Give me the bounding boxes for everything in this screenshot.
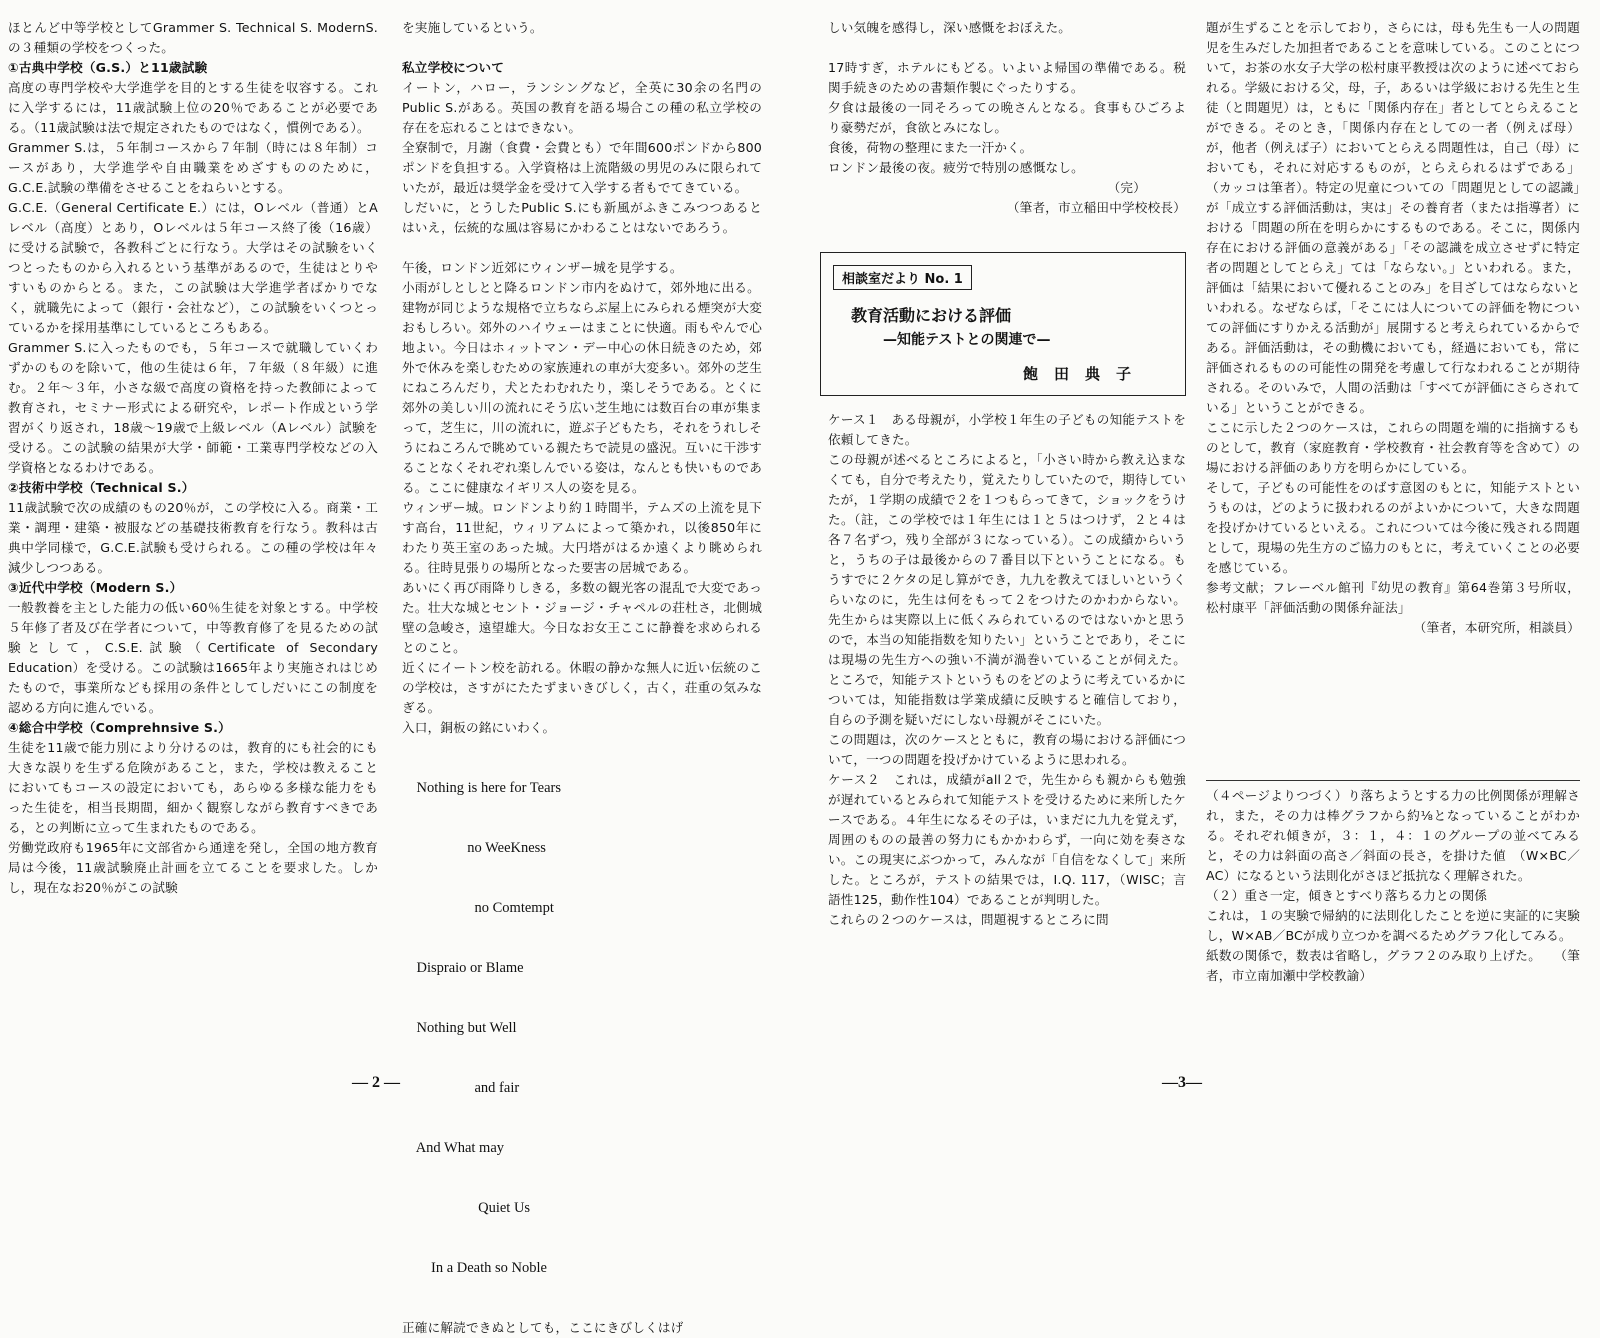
consultation-box [820,252,1186,396]
poem-line: Nothing is here for Tears [402,780,561,796]
col1-para: 高度の専門学校や大学進学を目的とする生徒を収容する。これに入学するには，11歳試験上位の20％であることが必要である。（11歳試験は法で規定されたものではなく，慣例である）。 [8,80,378,135]
col3-para: この問題は，次のケースとともに，教育の場における評価について，一つの問題を投げかけているように思われる。 [828,732,1186,767]
col1-para: Grammer S.は，５年制コースから７年制（時には８年制）コースがあり，大学進学や自由職業をめざすもののために，G.C.E.試験の準備をさせることをねらいとする。 [8,140,378,195]
col1-para: G.C.E.（General Certificate E.）には，Oレベル（普通）とAレベル（高度）とあり，Oレベルは５年コース終了後（16歳）に受ける試験で，各教科ごとに行なう。大学はその試験をいくつとったものから入れるという基準があるので，生徒はとりやすいものからとる。また，この試験は大学進学者ばかりでなく，就職先によって（銀行・会社など），この試験をいくつとっているかを採用基準にしているところもある。 [8,200,378,335]
poem-line: no Comtempt [402,900,554,916]
column-3-bottom [828,410,1186,930]
col1-heading: ②技術中学校（Technical S.） [8,480,195,495]
poem-line: Dispraio or Blame [402,960,524,976]
col1-para: 労働党政府も1965年に文部省から通達を発し，全国の地方教育局は今後，11歳試験廃止計画を立てることを要求した。しかし，現在なお20％がこの試験 [8,840,378,895]
column-tag: 相談室だより No. 1 [833,265,972,290]
col1-heading: ③近代中学校（Modern S.） [8,580,183,595]
col4-para: 参考文献；フレーベル館刊『幼児の教育』第64巻第３号所収，松村康平「評価活動の関係弁証法」 [1206,580,1580,615]
poem-line: no WeeKness [402,840,546,856]
col2-para: 入口，銅板の銘にいわく。 [402,720,556,735]
end-mark: （完） [1107,180,1146,195]
inscription-poem [402,738,762,1318]
blank-line [402,238,762,258]
poem-line: Nothing but Well [402,1020,517,1036]
column-4-bottom [1206,786,1580,986]
col3-para: 夕食は最後の一同そろっての晩さんとなる。食事もひごろより豪勢だが，食欲とみになし。 [828,100,1186,135]
poem-line: Quiet Us [402,1200,531,1216]
col2-para: イートン，ハロー，ランシングなど，全英に30余の名門のPublic S.がある。英国の教育を語る場合この種の私立学校の存在を忘れることはできない。 [402,80,762,135]
col4-para: 紙数の関係で，数表は省略し，グラフ２のみ取り上げた。 （筆者，市立南加瀬中学校教諭） [1206,948,1580,983]
col2-heading: 私立学校について [402,60,505,75]
article-title: 教育活動における評価 [851,306,1012,325]
col3-para: これらの２つのケースは，問題視するところに問 [828,912,1109,927]
column-4 [1206,18,1580,638]
poem-line: And What may [402,1140,505,1156]
col3-para: 食後，荷物の整理にまた一汗かく。 [828,140,1033,155]
page-number: —3— [1162,1074,1202,1091]
article-author: 飽田典子 [1022,365,1147,383]
col3-para: 17時すぎ，ホテルにもどる。いよいよ帰国の準備である。税関手続きのための書類作製にぐったりする。 [828,60,1186,95]
col2-para: 建物が同じような規格で立ちならぶ屋上にみられる煙突が大変おもしろい。郊外のハイウェーはまことに快適。雨もやんで心地よい。今日はホィットマン・デー中心の休日続きのため，郊外で休みを楽しむための家族連れの車が大変多い。郊外の芝生にねころんだり，犬とたわむれたり，楽しそうである。とくに郊外の美しい川の流れにそう広い芝生地には数百台の車が集まって，芝生に，川の流れに，遊ぶ子どもたち，それをうれしそうにねころんで眺めている親たちで読見の盛況。互いに干渉することなくそれぞれ楽しんでいる姿は，なんとも快いものである。ここに健康なイギリス人の姿を見る。 [402,300,762,495]
poem-line: In a Death so Noble [402,1260,547,1276]
blank-line [402,38,762,58]
col3-para: ケース１ ある母親が，小学校１年生の子どもの知能テストを依頼してきた。 [828,412,1186,447]
page-number: — 2 — [352,1074,400,1091]
col2-para: ウィンザー城。ロンドンより約１時間半，テムズの上流を見下す高台，11世紀，ウィリアムによって築かれ，以後850年にわたり英王室のあった城。大円塔がはるか遠くより眺められる。往時見張りの場所となった要害の居城である。 [402,500,762,575]
col1-para: 11歳試験で次の成績のもの20％が，この学校に入る。商業・工業・調理・建築・被服などの基礎技術教育を行なう。教科は古典中学同様で，G.C.E.試験も受けられる。この種の学校は年々減少しつつある。 [8,500,378,575]
poem-line: and fair [402,1080,520,1096]
col2-para: 小雨がしとしとと降るロンドン市内をぬけて，郊外地に出る。 [402,280,760,295]
col3-para: この母親が述べるところによると，「小さい時から教え込まなくても，自分で考えたり，覚えたりしていたので，期待していたが，１学期の成績で２を１つもらってきて，ショックをうけた。（註，この学校では１年生には１と５はつけず，２と４は各７名ずつ，残り全部が３になっている）。この成績からいうと，うちの子は最後からの７番目以下ということになる。もうすでに２ケタの足し算ができ，九九を教えてほしいというくらいなのに，先生は何をもって２をつけたのかわからない。先生からは実際以上に低くみられているのではないかと思うので，本当の知能指数を知りたい」ということであり，そこには現場の先生方への強い不満が渦巻いていることが伺えた。ところで，知能テストというものをどのように考えているかについては，知能指数は学業成績に反映すると確信しており，自らの予測を疑いだにしない母親がそこにいた。 [828,452,1186,727]
column-1 [8,18,378,898]
col2-para: 午後，ロンドン近郊にウィンザー城を見学する。 [402,260,683,275]
author-signature: （筆者，本研究所，相談員） [1413,620,1580,635]
page-2 [0,0,780,1335]
col1-para: 一般教養を主とした能力の低い60％生徒を対象とする。中学校５年修了者及び在学者について，中等教育修了を見るための試験として，C.S.E.試験（Certificate of Secondary Education）を受ける。この試験は1665年より実施されはじめたもので，事業所なども採用の条件としてしだいにこの制度を認める方向に進んでいる。 [8,600,378,715]
section-divider [1206,780,1580,781]
col1-para: ほとんど中等学校としてGrammer S. Technical S. ModernS.の３種類の学校をつくった。 [8,20,378,55]
col4-para: ここに示した２つのケースは，これらの問題を端的に指摘するものとして，教育（家庭教育・学校教育・社会教育等を含めて）の場における評価のあり方を明らかにしている。 [1206,420,1580,475]
col2-para: 近くにイートン校を訪れる。休暇の静かな無人に近い伝統のこの学校は，さすがにたたずまいきびしく，古く，荘重の気みなぎる。 [402,660,762,715]
col3-para: しい気魄を感得し，深い感慨をおぼえた。 [828,20,1072,35]
col1-para: Grammer S.に入ったものでも，５年コースで就職していくわずかのものを除いて，他の生徒は６年，７年級（８年級）に進む。２年〜３年，小さな級で高度の資格を持った教師によって教育され，セミナー形式による研究や，レポート作成という学習がくり返され，18歳〜19歳で上級レベル（Aレベル）試験を受ける。この試験の結果が大学・師範・工業専門学校などの入学資格となるわけである。 [8,340,378,475]
col4-para: 題が生ずることを示しており，さらには，母も先生も一人の問題児を生みだした加担者であることを意味している。このことについて，お茶の水女子大学の松村康平教授は次のように述べておられる。学級における父，母，子，あるいは学級における先生と生徒（と問題児）は，ともに「関係内存在」者としてとらえることができる。そのとき，「関係内存在としての一者（例えば母）が，他者（例えば子）においてとらえる問題性は，自己（母）においても，それに対応するものが，とらえられるはずである」（カッコは筆者）。特定の児童についての「問題児としての認識」が「成立する評価活動は，実は」その養育者（または指導者）における「問題の所在を明らかにするものである。そこに，関係内存在における評価の意義がある」「その認識を成立させずに特定者の問題としてとらえ」ては「ならない。」といわれる。また，評価は「結果において優れることのみ」を目ざしてはならないといわれる。なぜならば，「そこには人についての評価を物についての評価にすりかえる活動が」展開すると考えられているからである。評価活動は，その動機においても，経過においても，常に評価されるものの可能性の開発を考慮して行なわれることが期待される。そのいみで，人間の活動は「すべてが評価にさらされている」ということができる。 [1206,20,1580,415]
col4-para: これは，１の実験で帰納的に法則化したことを逆に実証的に実験し，W×AB／BCが成り立つかを調べるためグラフ化してみる。 [1206,908,1580,943]
col3-para: ケース２ これは，成績がall２で，先生からも親からも勉強が遅れているとみられて知能テストを受けるために来所したケースである。４年生になるその子は，いまだに九九を覚えず，周囲のものの最善の努力にもかかわらず，一向に効を奏さない。この現実にぶつかって，みんなが「自信をなくして」来所した。ところが，テストの結果では，I.Q. 117，（WISC；言語性125，動作性104）であることが判明した。 [828,772,1186,907]
col2-para: 正確に解読できぬとしても，ここにきびしくはげ [402,1320,684,1335]
col2-para: あいにく再び雨降りしきる，多数の観光客の混乱で大変であった。壮大な城とセント・ジョージ・チャペルの荘杜さ，北側城壁の急峻さ，遠望雄大。今日なお女王ここに静養を求められるとのこと。 [402,580,762,655]
article-subtitle: —知能テストとの関連で— [883,332,1051,348]
col4-para: そして，子どもの可能性をのばす意図のもとに，知能テストというものは，どのように扱われるのがよいかについて，大きな問題を投げかけているといえる。これについては今後に残される問題として，現場の先生方のご協力のもとに，考えていくことの必要を感じている。 [1206,480,1580,575]
col4-para: （２）重さ一定，傾きとすべり落ちる力との関係 [1206,888,1488,903]
blank-line [828,38,1186,58]
col1-heading: ④総合中学校（Comprehnsive S.） [8,720,231,735]
col1-para: 生徒を11歳で能力別により分けるのは，教育的にも社会的にも大きな誤りを生ずる危険があること，また，学校は教えることにおいてもコースの設定においても，あらゆる多様な能力をもった生徒を，相当長期間，細かく観察しながら教育すべきである，との判断に立って生まれたものである。 [8,740,378,835]
column-2 [402,18,762,1338]
author-signature: （筆者，市立稲田中学校校長） [1006,200,1186,215]
col2-para: しだいに，とうしたPublic S.にも新風がふきこみつつあるとはいえ，伝統的な風は容易にかわることはないであろう。 [402,200,762,235]
column-3 [828,18,1186,218]
col2-para: 全寮制で，月謝（食費・会費とも）で年間600ポンドから800ポンドを負担する。入学資格は上流階級の男児のみに限られていたが，最近は奨学金を受けて入学する者もでてきている。 [402,140,762,195]
page-3 [820,0,1600,1102]
col4-para: （４ページよりつづく）り落ちようとする力の比例関係が理解され，また，その力は棒グラフから約⅛となっていることがわかる。それぞれ傾きが，３：１，４：１のグループの並べてみると，その力は斜面の高さ／斜面の長さ，を掛けた値 （W×BC／AC）になるという法則化がさほど抵抗なく理解された。 [1206,788,1580,883]
col2-para: を実施しているという。 [402,20,543,35]
col1-heading: ①古典中学校（G.S.）と11歳試験 [8,60,208,75]
col3-para: ロンドン最後の夜。疲労で特別の感慨なし。 [828,160,1084,175]
